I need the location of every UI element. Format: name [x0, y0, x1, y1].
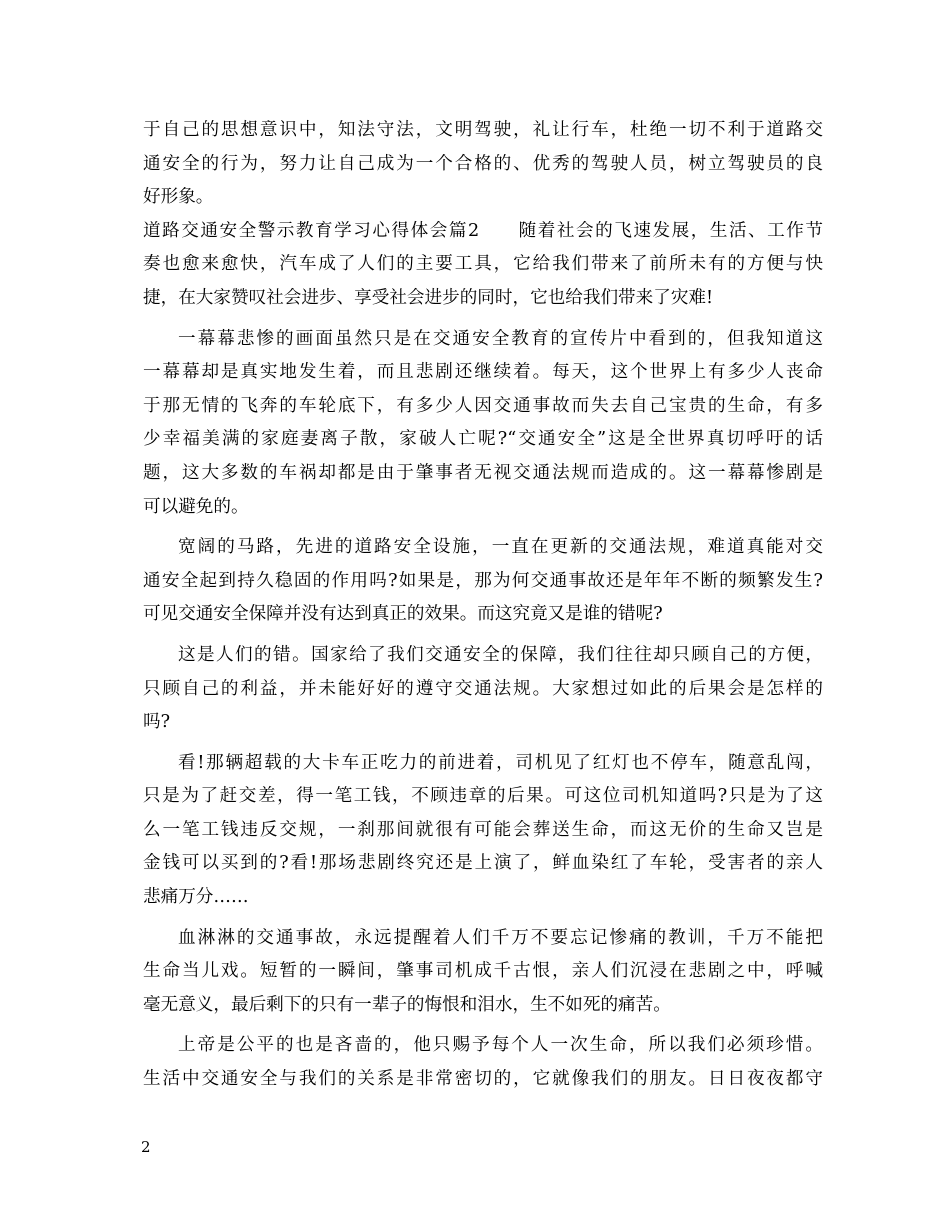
text-line: 金钱可以买到的?看!那场悲剧终究还是上演了，鲜血染红了车轮，受害者的亲人: [143, 853, 823, 874]
text-line: 可见交通安全保障并没有达到真正的效果。而这究竟又是谁的错呢?: [143, 604, 663, 625]
text-line: 题，这大多数的车祸却都是由于肇事者无视交通法规而造成的。这一幕幕惨剧是: [143, 462, 823, 483]
text-line: 宽阔的马路，先进的道路安全设施，一直在更新的交通法规，难道真能对交: [178, 537, 823, 558]
text-line: 捷，在大家赞叹社会进步、享受社会进步的同时，它也给我们带来了灾难!: [143, 287, 714, 308]
text-line: 看!那辆超载的大卡车正吃力的前进着，司机见了红灯也不停车，随意乱闯，: [178, 752, 823, 773]
paragraph-5: [143, 639, 823, 740]
page-number: 2: [141, 1138, 151, 1156]
text-line: 毫无意义，最后剩下的只有一辈子的悔恨和泪水，生不如死的痛苦。: [143, 994, 671, 1015]
text-line: 只是为了赶交差，得一笔工钱，不顾违章的后果。可这位司机知道吗?只是为了这: [143, 786, 823, 807]
text-line: 一幕幕悲惨的画面虽然只是在交通安全教育的宣传片中看到的，但我知道这: [178, 328, 823, 349]
text-line: 只顾自己的利益，并未能好好的遵守交通法规。大家想过如此的后果会是怎样的: [143, 678, 823, 699]
document-body: [143, 114, 823, 1097]
paragraph-7: [143, 922, 823, 1023]
section-heading-line: [143, 215, 823, 249]
paragraph-4: [143, 531, 823, 632]
text-line: 么一笔工钱违反交规，一刹那间就很有可能会葬送生命，而这无价的生命又岂是: [143, 819, 823, 840]
text-line: 于自己的思想意识中，知法守法，文明驾驶，礼让行车，杜绝一切不利于道路交: [143, 120, 823, 140]
text-line: 奏也愈来愈快，汽车成了人们的主要工具，它给我们带来了前所未有的方便与快: [143, 254, 823, 275]
text-line: 上帝是公平的也是吝啬的，他只赐予每个人一次生命，所以我们必须珍惜。: [178, 1035, 823, 1056]
section-heading: 道路交通安全警示教育学习心得体会篇2: [143, 220, 480, 241]
paragraph-2: [143, 215, 823, 316]
paragraph-6: [143, 747, 823, 915]
text-line: 少幸福美满的家庭妻离子散，家破人亡呢?“交通安全”这是全世界真切呼吁的话: [143, 429, 823, 450]
text-line: 这是人们的错。国家给了我们交通安全的保障，我们往往却只顾自己的方便，: [178, 644, 823, 665]
paragraph-1: [143, 114, 823, 215]
paragraph-8: [143, 1029, 823, 1096]
text-line: 悲痛万分……: [143, 887, 249, 908]
text-line: 血淋淋的交通事故，永远提醒着人们千万不要忘记惨痛的教训，千万不能把: [178, 927, 823, 948]
text-line: 可以避免的。: [143, 496, 249, 517]
text-line: 通安全的行为，努力让自己成为一个合格的、优秀的驾驶人员，树立驾驶员的良: [143, 153, 823, 174]
text-line: 于那无情的飞奔的车轮底下，有多少人因交通事故而失去自己宝贵的生命，有多: [143, 395, 823, 416]
paragraph-3: [143, 323, 823, 525]
text-line: 生活中交通安全与我们的关系是非常密切的，它就像我们的朋友。日日夜夜都守: [143, 1069, 823, 1090]
text-line: 好形象。: [143, 187, 214, 208]
text-line: 随着社会的飞速发展，生活、工作节: [517, 220, 823, 241]
text-line: 一幕幕却是真实地发生着，而且悲剧还继续着。每天，这个世界上有多少人丧命: [143, 362, 823, 383]
text-line: 吗?: [143, 712, 171, 733]
text-line: 通安全起到持久稳固的作用吗?如果是，那为何交通事故还是年年不断的频繁发生?: [143, 570, 823, 591]
text-line: 生命当儿戏。短暂的一瞬间，肇事司机成千古恨，亲人们沉浸在悲剧之中，呼喊: [143, 961, 823, 982]
